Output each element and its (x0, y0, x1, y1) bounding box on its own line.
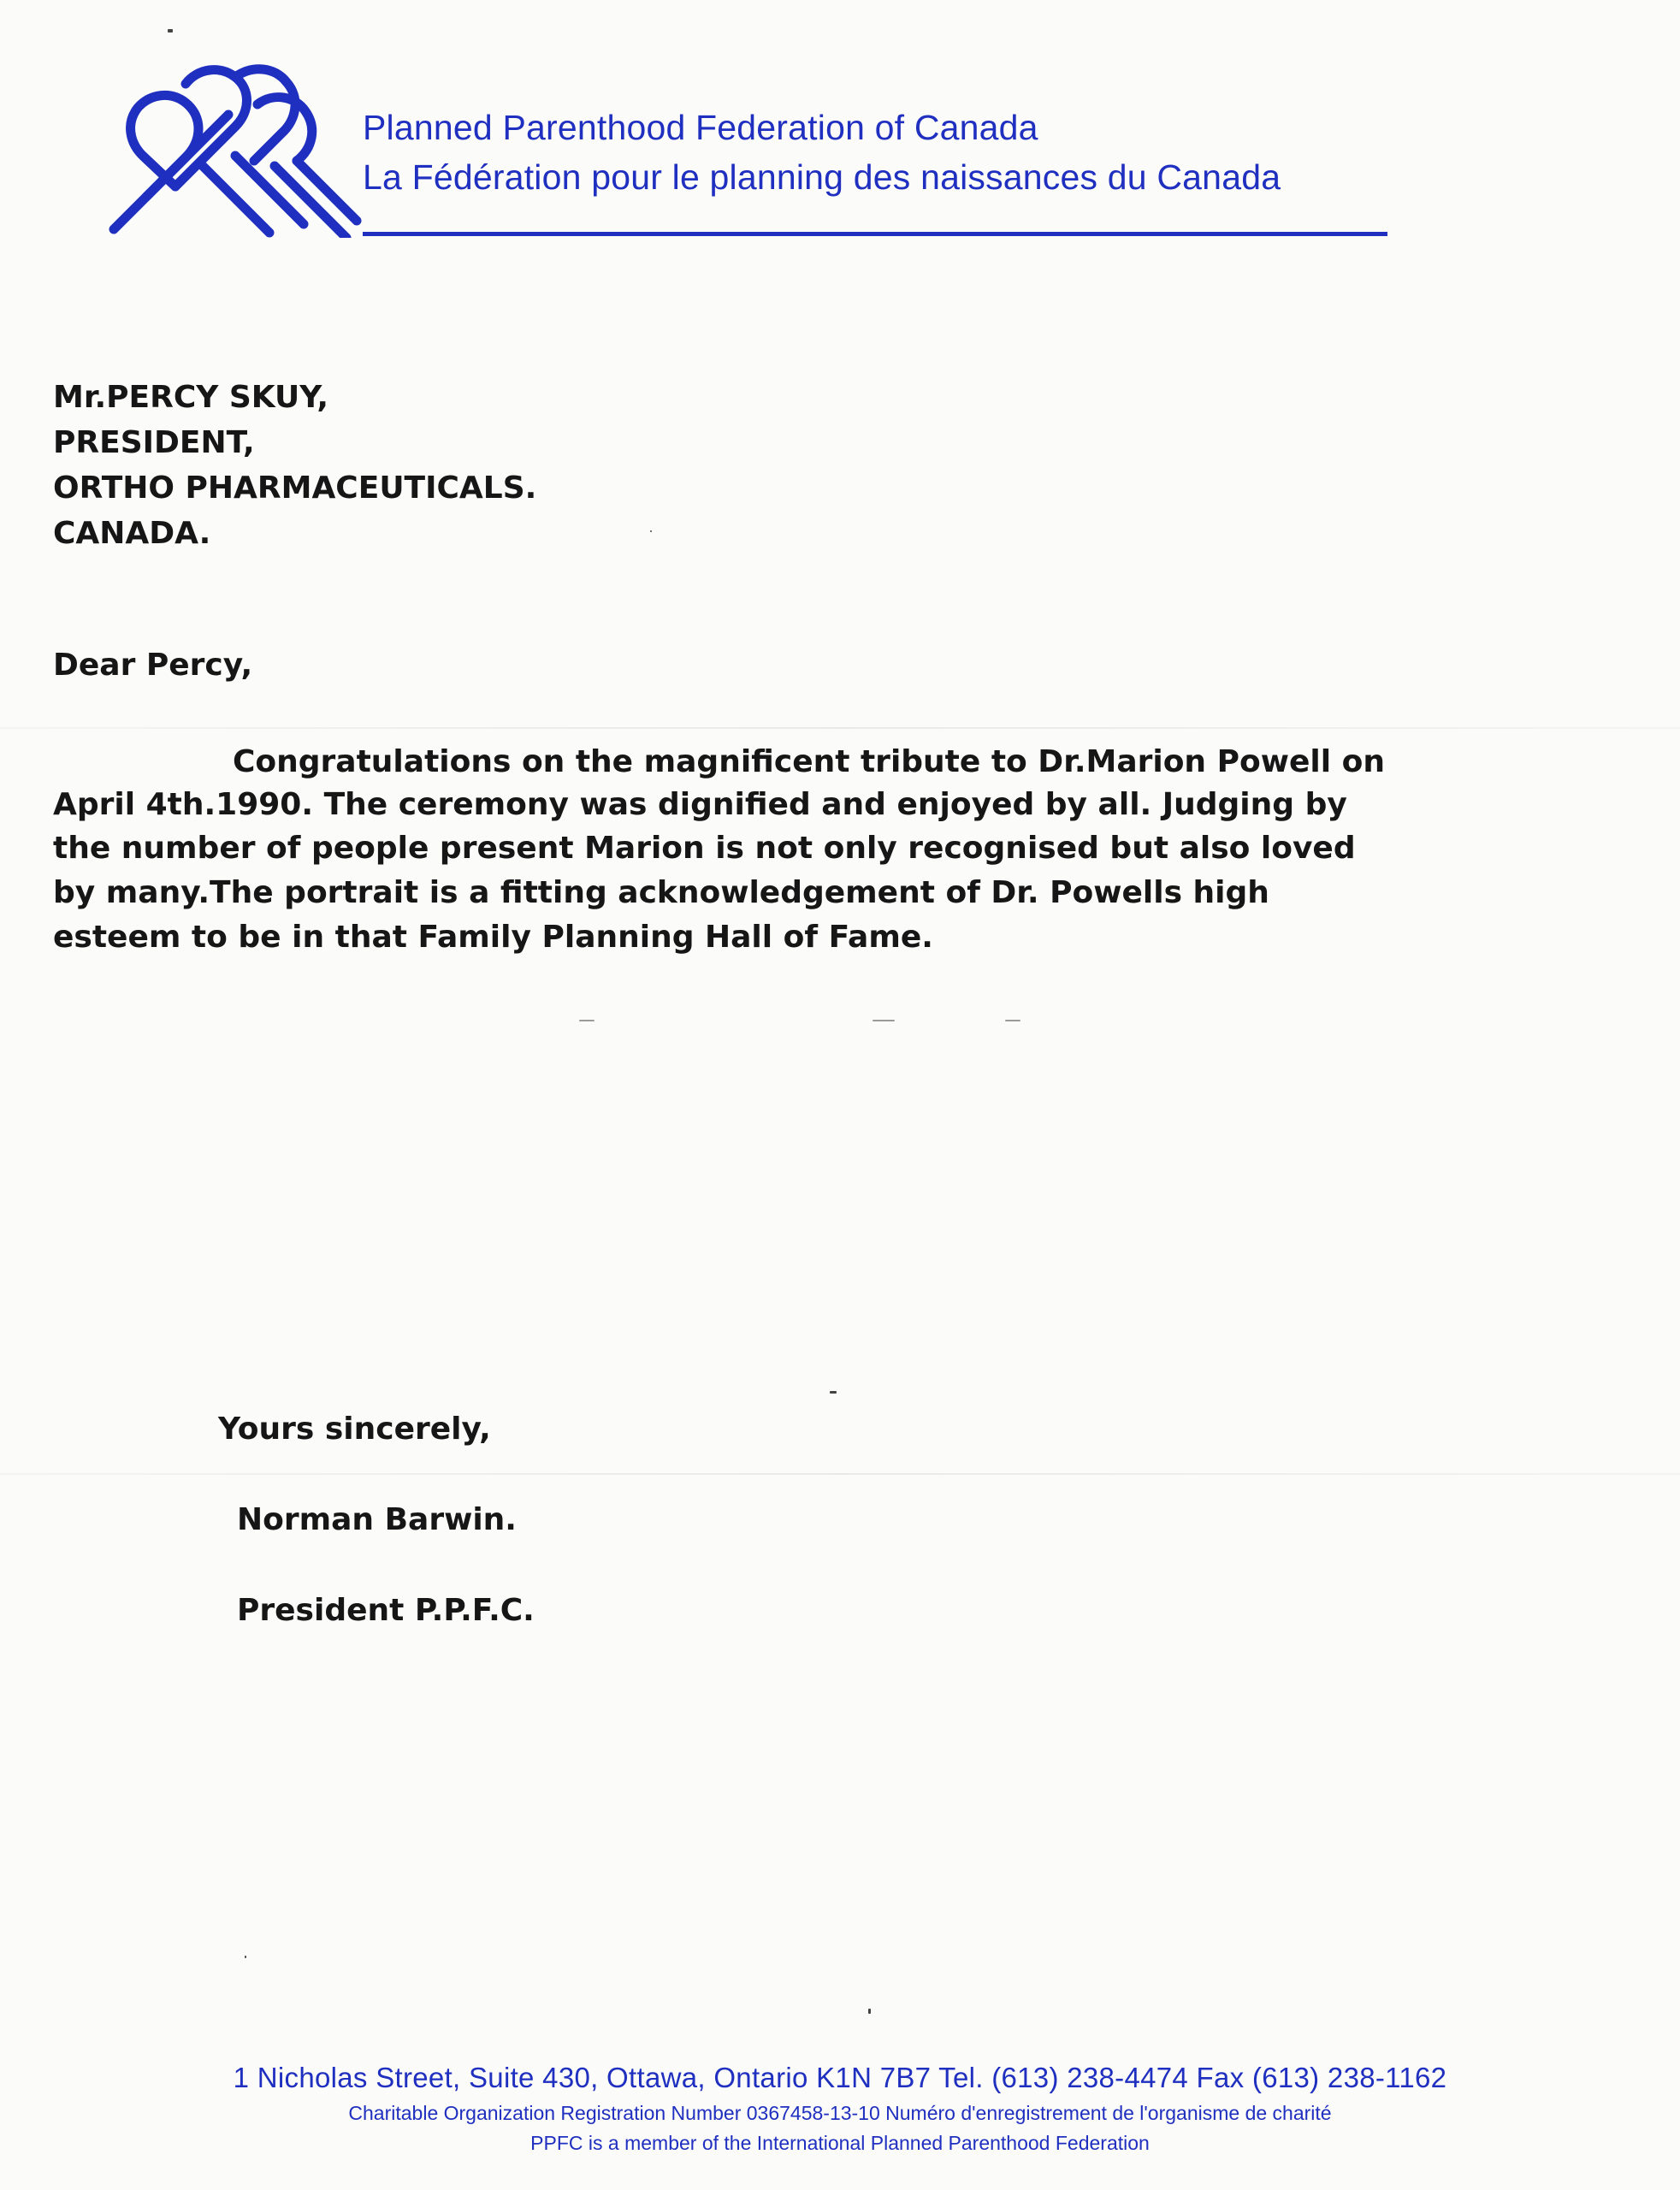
letterhead-rule (363, 232, 1387, 236)
scan-speck (1005, 1020, 1020, 1021)
scan-speck (168, 29, 173, 33)
body-line: by many.The portrait is a fitting acknowledgement of Dr. Powells high (53, 875, 1269, 910)
body-line: the number of people present Marion is not only recognised but also loved (53, 831, 1356, 866)
recipient-country: CANADA. (53, 516, 211, 551)
footer-membership: PPFC is a member of the International Planned Parenthood Federation (530, 2132, 1150, 2154)
salutation: Dear Percy, (53, 648, 253, 683)
scan-speck (245, 1956, 246, 1958)
organization-name-french: La Fédération pour le planning des naissances du Canada (363, 157, 1281, 197)
scan-speck (868, 2009, 871, 2014)
scan-speck (579, 1020, 595, 1021)
scan-speck (650, 530, 652, 532)
footer-registration: Charitable Organization Registration Number 0367458-13-10 Numéro d'enregistrement de l'organisme de charité (348, 2102, 1332, 2124)
footer-address: 1 Nicholas Street, Suite 430, Ottawa, Ontario K1N 7B7 Tel. (613) 238-4474 Fax (613) 238-1162 (233, 2062, 1447, 2093)
recipient-company: ORTHO PHARMACEUTICALS. (53, 471, 537, 506)
paper-fold-line (0, 1473, 1680, 1475)
body-line: Congratulations on the magnificent tribute to Dr.Marion Powell on (233, 744, 1385, 779)
valediction: Yours sincerely, (218, 1412, 491, 1447)
ppfc-logo-icon (107, 58, 364, 238)
body-line: esteem to be in that Family Planning Hall of Fame. (53, 920, 933, 955)
recipient-name: Mr.PERCY SKUY, (53, 380, 329, 415)
organization-name-english: Planned Parenthood Federation of Canada (363, 108, 1038, 147)
signer-name: Norman Barwin. (237, 1502, 517, 1537)
signer-title: President P.P.F.C. (237, 1593, 535, 1628)
scan-speck (873, 1020, 895, 1021)
body-line: April 4th.1990. The ceremony was dignified and enjoyed by all. Judging by (53, 787, 1347, 822)
scan-speck (830, 1391, 837, 1394)
recipient-title: PRESIDENT, (53, 425, 255, 460)
paper-fold-line (0, 727, 1680, 729)
